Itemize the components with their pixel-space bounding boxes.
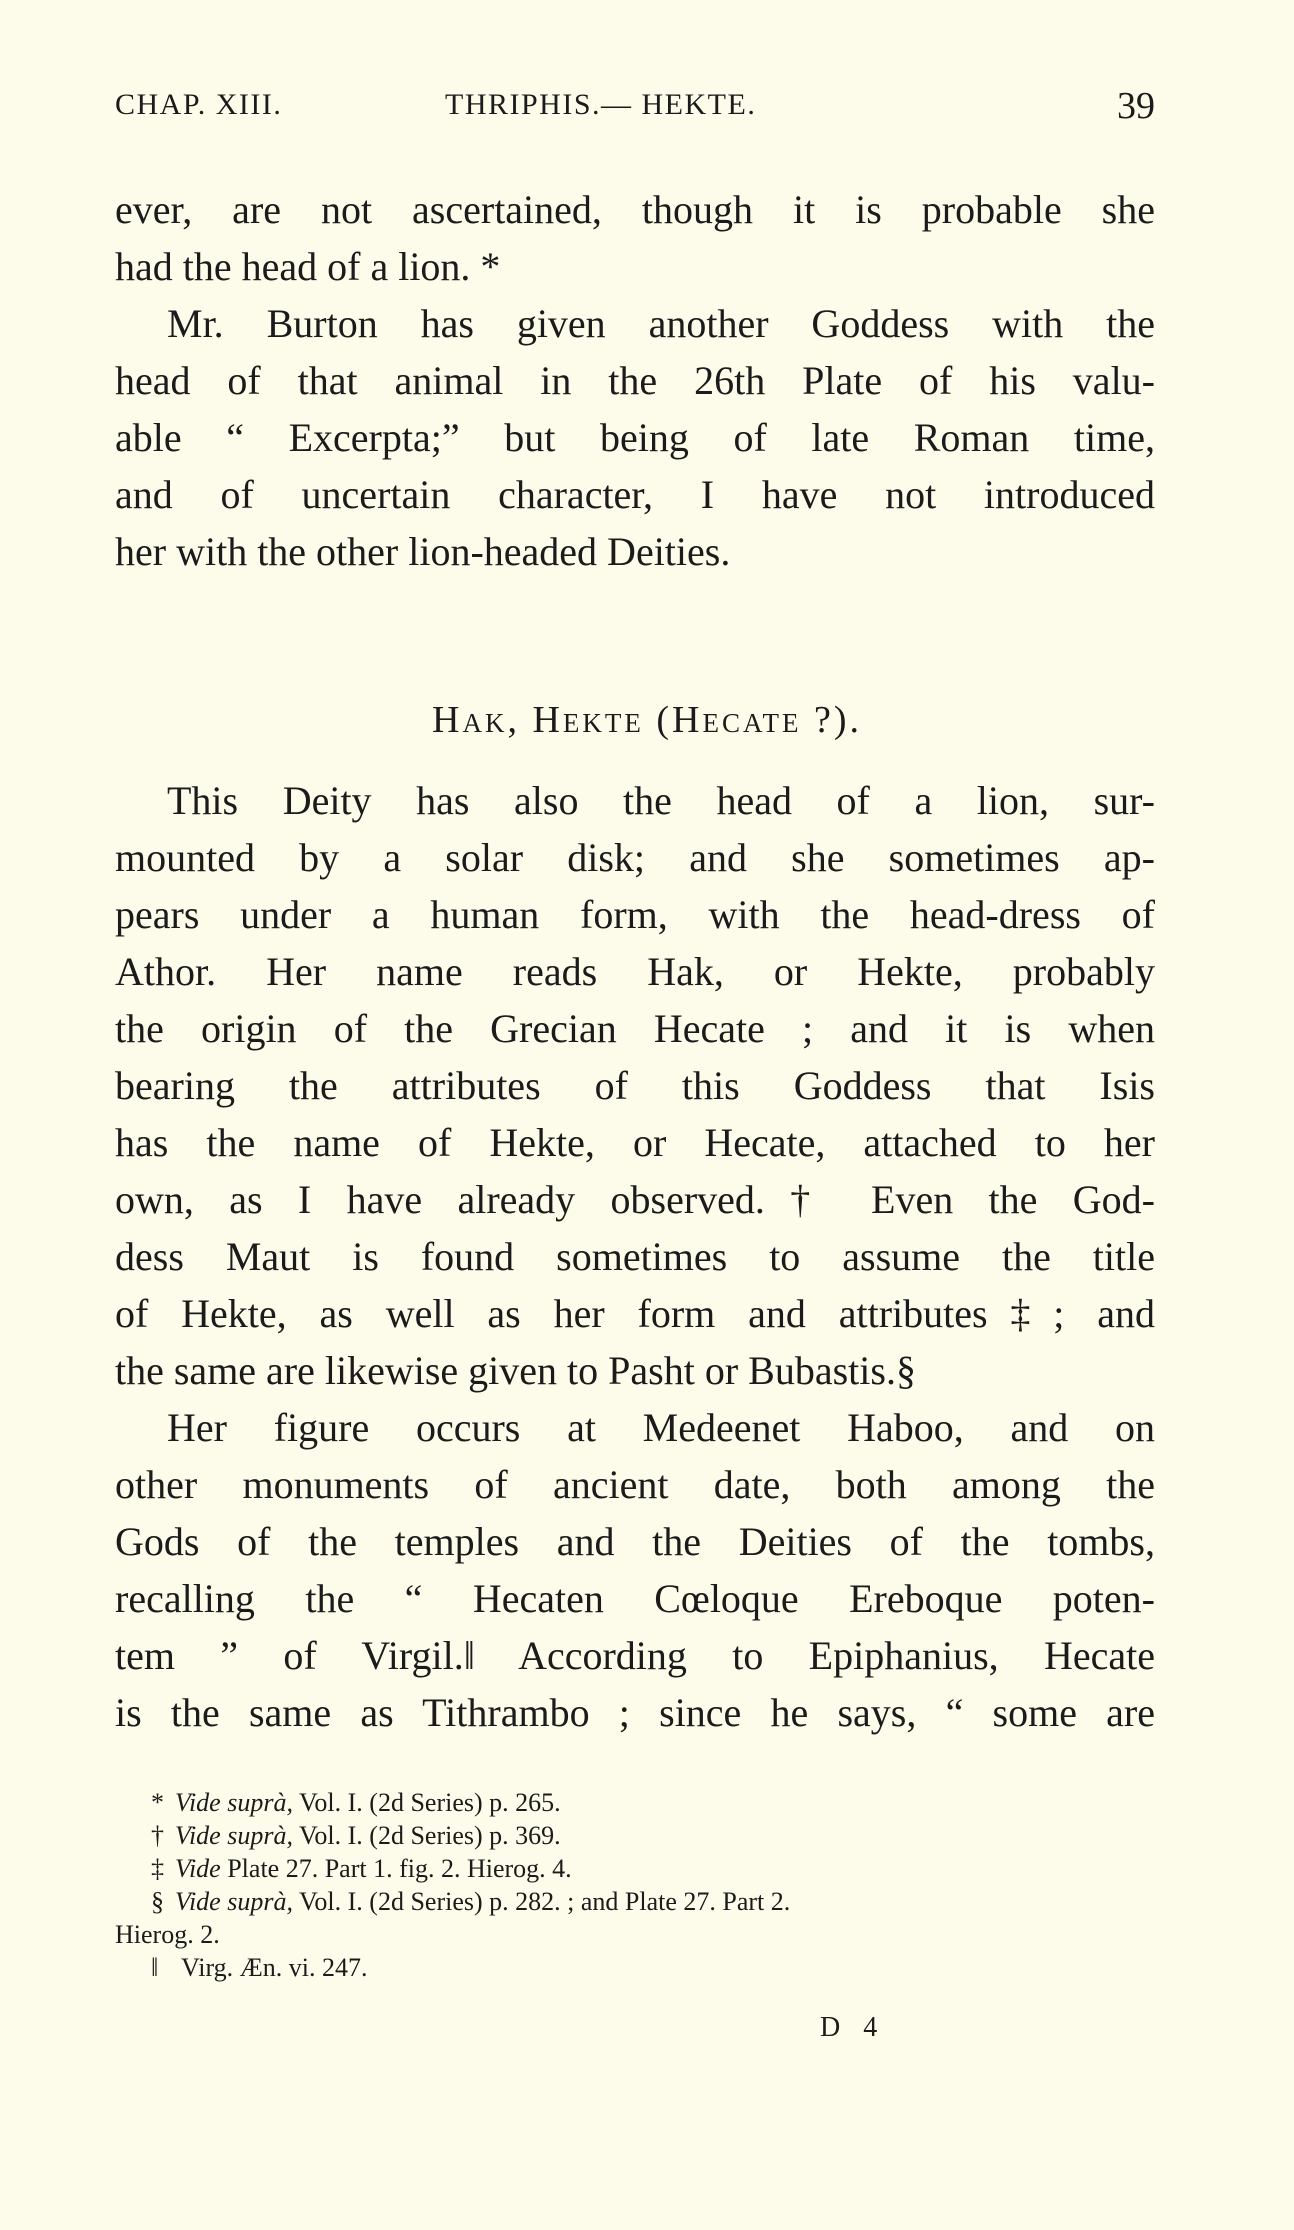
paragraph-burton xyxy=(115,295,1155,580)
text-line: is the same as Tithrambo ; since he says, “ some are xyxy=(115,1690,1155,1735)
text-line: Gods of the temples and the Deities of the tombs, xyxy=(115,1519,1155,1564)
page-number: 39 xyxy=(1117,85,1155,127)
text-line: has the name of Hekte, or Hecate, attached to her xyxy=(115,1120,1155,1165)
signature-mark: D 4 xyxy=(820,2012,886,2043)
paragraph-figure xyxy=(115,1399,1155,1741)
text-line: recalling the “ Hecaten Cœloque Ereboque poten- xyxy=(115,1576,1155,1621)
footnote-text: Virg. Æn. vi. 247. xyxy=(175,1953,368,1982)
text-line: head of that animal in the 26th Plate of his valu- xyxy=(115,358,1155,403)
chapter-label: CHAP. XIII. xyxy=(115,88,283,121)
footnote-text: Hierog. 2. xyxy=(115,1920,220,1949)
footnote-text: Vol. I. (2d Series) p. 369. xyxy=(292,1821,561,1850)
section-heading: Hak, Hekte (Hecate ?). xyxy=(432,699,862,741)
text-line: own, as I have already observed.† Even the God- xyxy=(115,1177,1155,1222)
footnote xyxy=(115,1885,1155,1918)
running-header xyxy=(115,85,1155,136)
footnote-italic: Vide suprà, xyxy=(175,1821,293,1850)
footnote-text: Plate 27. Part 1. fig. 2. Hierog. 4. xyxy=(220,1854,572,1883)
footnotes xyxy=(115,1786,1155,1984)
footnote-mark: * xyxy=(151,1788,164,1817)
text-line: her with the other lion-headed Deities. xyxy=(115,529,731,574)
footnote-continuation xyxy=(115,1918,1155,1951)
footnote-italic: Vide xyxy=(175,1854,221,1883)
text-line: of Hekte, as well as her form and attributes‡; and xyxy=(115,1291,1155,1336)
text-line: bearing the attributes of this Goddess that Isis xyxy=(115,1063,1155,1108)
text-line: dess Maut is found sometimes to assume the title xyxy=(115,1234,1155,1279)
text-line: the same are likewise given to Pasht or Bubastis.§ xyxy=(115,1348,916,1393)
text-line: ever, are not ascertained, though it is probable she xyxy=(115,187,1155,232)
text-line: This Deity has also the head of a lion, sur- xyxy=(167,778,1155,823)
footnote-text: Vol. I. (2d Series) p. 282. ; and Plate 27. Part 2. xyxy=(292,1887,791,1916)
text-line: Athor. Her name reads Hak, or Hekte, probably xyxy=(115,949,1155,994)
text-line: tem ” of Virgil.‖ According to Epiphanius, Hecate xyxy=(115,1633,1155,1678)
text-line: Mr. Burton has given another Goddess with the xyxy=(167,301,1155,346)
footnote-mark: § xyxy=(151,1887,164,1916)
text-line: mounted by a solar disk; and she sometimes ap- xyxy=(115,835,1155,880)
text-line: pears under a human form, with the head-dress of xyxy=(115,892,1155,937)
text-line: other monuments of ancient date, both among the xyxy=(115,1462,1155,1507)
footnote xyxy=(115,1819,1155,1852)
text-line: the origin of the Grecian Hecate ; and it is when xyxy=(115,1006,1155,1051)
text-line: had the head of a lion. * xyxy=(115,244,501,289)
footnote xyxy=(115,1852,1155,1885)
footnote-mark: ‡ xyxy=(151,1854,164,1883)
footnote-text: Vol. I. (2d Series) p. 265. xyxy=(292,1788,561,1817)
paragraph-hekte xyxy=(115,772,1155,1399)
footnote xyxy=(115,1786,1155,1819)
footnote-mark: ‖ xyxy=(151,1953,159,1982)
running-title: THRIPHIS.— HEKTE. xyxy=(445,88,757,121)
text-line: Her figure occurs at Medeenet Haboo, and on xyxy=(167,1405,1155,1450)
footnote-mark: † xyxy=(151,1821,164,1850)
footnote-italic: Vide suprà, xyxy=(175,1887,293,1916)
paragraph-continuation xyxy=(115,181,1155,295)
footnote-italic: Vide suprà, xyxy=(175,1788,293,1817)
text-line: able “ Excerpta;” but being of late Roman time, xyxy=(115,415,1155,460)
footnote xyxy=(115,1951,1155,1984)
text-line: and of uncertain character, I have not introduced xyxy=(115,472,1155,517)
